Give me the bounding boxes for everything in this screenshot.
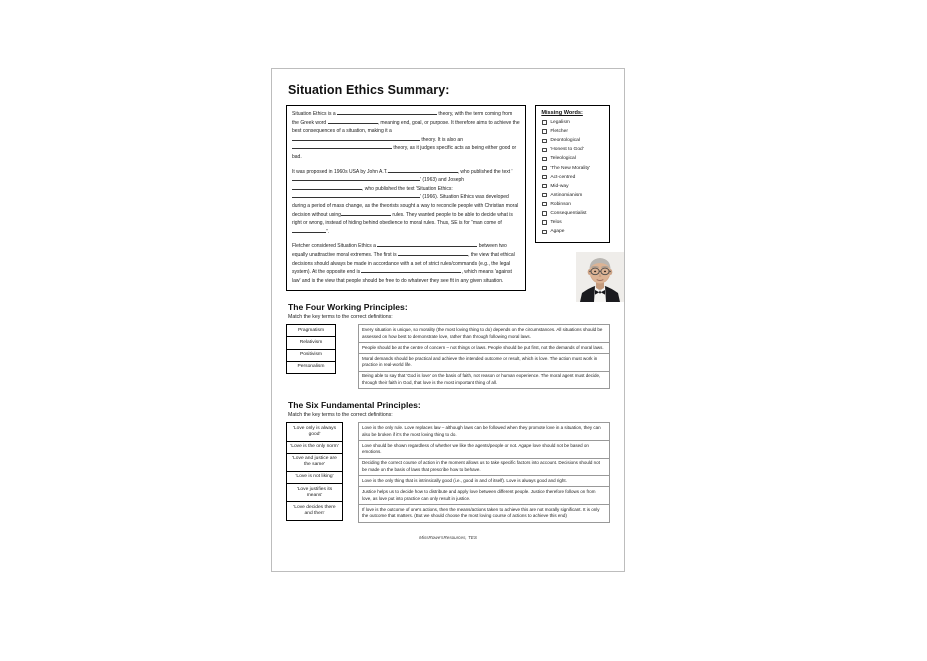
term-cell[interactable]: Positivism (287, 349, 336, 361)
four-principles-match-area (286, 324, 610, 389)
cloze-text-3d: , which means 'against law' and is the view that people should be free to do whatever they see fit in any given situation. (292, 269, 512, 284)
term-cell[interactable]: 'Love only is always good' (287, 423, 343, 441)
definition-cell[interactable]: Love is the only thing that is intrinsically good (i.e., good in and of itself). Love is always good and right. (359, 476, 610, 487)
term-cell[interactable]: 'Love and justice are the same' (287, 453, 343, 471)
four-principles-definitions (358, 324, 610, 389)
cloze-text-1a: Situation Ethics is a (292, 111, 336, 117)
definition-cell[interactable]: Being able to say that 'God is love' on the basis of faith, not reason or human experience. The moral agent must decide, through their faith in God, that love is the most important thing of all. (359, 371, 610, 389)
missing-word-item[interactable]: Fletcher (541, 128, 605, 137)
definition-cell[interactable]: Deciding the correct course of action in the moment allows us to take specific factors into account. Decisions should not be made on the basis of laws that prescribe how to behave. (359, 458, 610, 476)
term-cell[interactable]: 'Love is the only norm' (287, 441, 343, 453)
cloze-blank-7[interactable] (292, 189, 362, 190)
cloze-text-2c: ' (1963) and Joseph (420, 177, 465, 184)
cloze-blank-5[interactable] (388, 172, 458, 173)
cloze-text-1d: theory. It is also an (421, 136, 463, 143)
term-cell[interactable]: Pragmatism (287, 325, 336, 337)
six-principles-definitions (358, 422, 610, 522)
term-cell[interactable]: Personalism (287, 361, 336, 373)
cloze-text-3c: , the view that ethical decisions should always be made in accordance with a set of strict rules/commands (e.g., the legal system). At the opposite end is (292, 251, 515, 276)
missing-words-list (541, 119, 605, 237)
cloze-blank-8[interactable] (292, 197, 420, 198)
cloze-text-3b: between two equally unattractive moral extremes. The first is (292, 243, 507, 258)
cloze-text-2g: ”. (326, 228, 330, 235)
six-principles-title: The Six Fundamental Principles: (288, 400, 421, 411)
cloze-paragraph-1 (292, 110, 520, 162)
cloze-text-2a: It was proposed in 1960s USA by John A.T. (292, 168, 388, 175)
missing-word-item[interactable]: Agape (541, 228, 605, 237)
term-cell[interactable]: Relativism (287, 337, 336, 349)
term-cell[interactable]: 'Love is not liking' (287, 471, 343, 483)
cloze-passage-box (286, 105, 526, 291)
missing-word-item[interactable]: 'The New Morality' (541, 164, 605, 173)
cloze-blank-9[interactable] (341, 215, 391, 216)
cloze-text-1c: , meaning end, goal, or purpose. It therefore aims to achieve the best consequences of a situation, making it a (292, 119, 520, 135)
cloze-blank-12[interactable] (398, 255, 468, 256)
footer-credit: MissRowe'sResources, TES (419, 534, 477, 540)
cloze-text-2d: , who published the text 'Situation Ethics: (362, 185, 453, 192)
cloze-blank-4[interactable] (292, 148, 392, 149)
worksheet-page (271, 68, 625, 572)
missing-words-box (535, 105, 610, 243)
cloze-blank-2[interactable] (328, 123, 378, 124)
cloze-text-2b: , who published the text ' (457, 168, 513, 175)
cloze-blank-11[interactable] (377, 246, 477, 247)
cloze-text-3a: Fletcher considered Situation Ethics a (292, 243, 376, 250)
term-cell[interactable]: 'Love decides there and then' (287, 502, 343, 520)
missing-word-item[interactable]: Act-centred (541, 174, 605, 183)
four-principles-terms (286, 324, 336, 374)
cloze-text-2e: ' (1966). Situation Ethics was developed during a period of mass change, as the theorists sought a way to reconcile people with Christian moral decision without using (292, 194, 519, 218)
missing-words-title: Missing Words: (541, 110, 583, 116)
cloze-blank-1[interactable] (337, 114, 437, 115)
missing-word-item[interactable]: Consequentialist (541, 210, 605, 219)
cloze-text-1e: theory, as it judges specific acts as being either good or bad. (292, 145, 517, 160)
cloze-blank-6[interactable] (292, 180, 420, 181)
six-principles-terms (286, 422, 343, 520)
missing-word-item[interactable]: Legalism (541, 119, 605, 128)
definition-cell[interactable]: Love is the only rule. Love replaces law – although laws can be followed when they promote love in a situation, they can also be broken if it's the most loving thing to do. (359, 423, 610, 441)
cloze-and-wordbank-row (286, 105, 610, 291)
definition-cell[interactable]: Justice helps us to decide how to distribute and apply love between different people. Justice therefore follows on from love, as love put into practice can only result in justice. (359, 487, 610, 505)
fletcher-portrait-image (576, 252, 624, 302)
definition-cell[interactable]: Every situation is unique, so morality (the most loving thing to do) depends on the circumstances. All situations should be assessed on how best to demonstrate love, rather than through following moral laws. (359, 325, 610, 343)
cloze-blank-13[interactable] (361, 272, 461, 273)
cloze-blank-10[interactable] (292, 232, 326, 233)
missing-word-item[interactable]: Deontological (541, 137, 605, 146)
cloze-paragraph-2 (292, 168, 520, 237)
missing-word-item[interactable]: 'Honest to God' (541, 146, 605, 155)
cloze-blank-3[interactable] (292, 140, 420, 141)
missing-word-item[interactable]: Robinson (541, 201, 605, 210)
definition-cell[interactable]: Love should be shown regardless of whether we like the agents/people or not. Agape love should not be based on emotions. (359, 440, 610, 458)
page-title: Situation Ethics Summary: (288, 83, 450, 97)
term-cell[interactable]: 'Love justifies its means' (287, 484, 343, 502)
missing-word-item[interactable]: Mid-way (541, 183, 605, 192)
definition-cell[interactable]: People should be at the centre of concern – not things or laws. People should be put first, not the demands of moral laws. (359, 342, 610, 353)
missing-word-item[interactable]: Antinomianism (541, 192, 605, 201)
cloze-text-2f: rules. They wanted people to be able to decide what is right or wrong, instead of hiding behind obedience to moral rules. Thus, SE is for “man come of (292, 211, 513, 227)
definition-cell[interactable]: Moral demands should be practical and achieve the intended outcome or result, which is love. The action must work in practice in real-world life. (359, 354, 610, 372)
cloze-text-1b: theory, with the term coming from the Greek word (292, 111, 513, 126)
cloze-paragraph-3 (292, 242, 520, 285)
four-principles-instruction: Match the key terms to the correct definitions: (288, 314, 393, 321)
definition-cell[interactable]: If love is the outcome of one's actions, then the means/actions taken to achieve this are not morally significant. It is only the outcome that matters. (But we should choose the most loving course of actions to achieve this end) (359, 504, 610, 522)
missing-word-item[interactable]: Telos (541, 219, 605, 228)
six-principles-instruction: Match the key terms to the correct definitions: (288, 412, 393, 419)
four-principles-title: The Four Working Principles: (288, 302, 408, 313)
six-principles-match-area (286, 422, 610, 522)
missing-word-item[interactable]: Teleological (541, 155, 605, 164)
